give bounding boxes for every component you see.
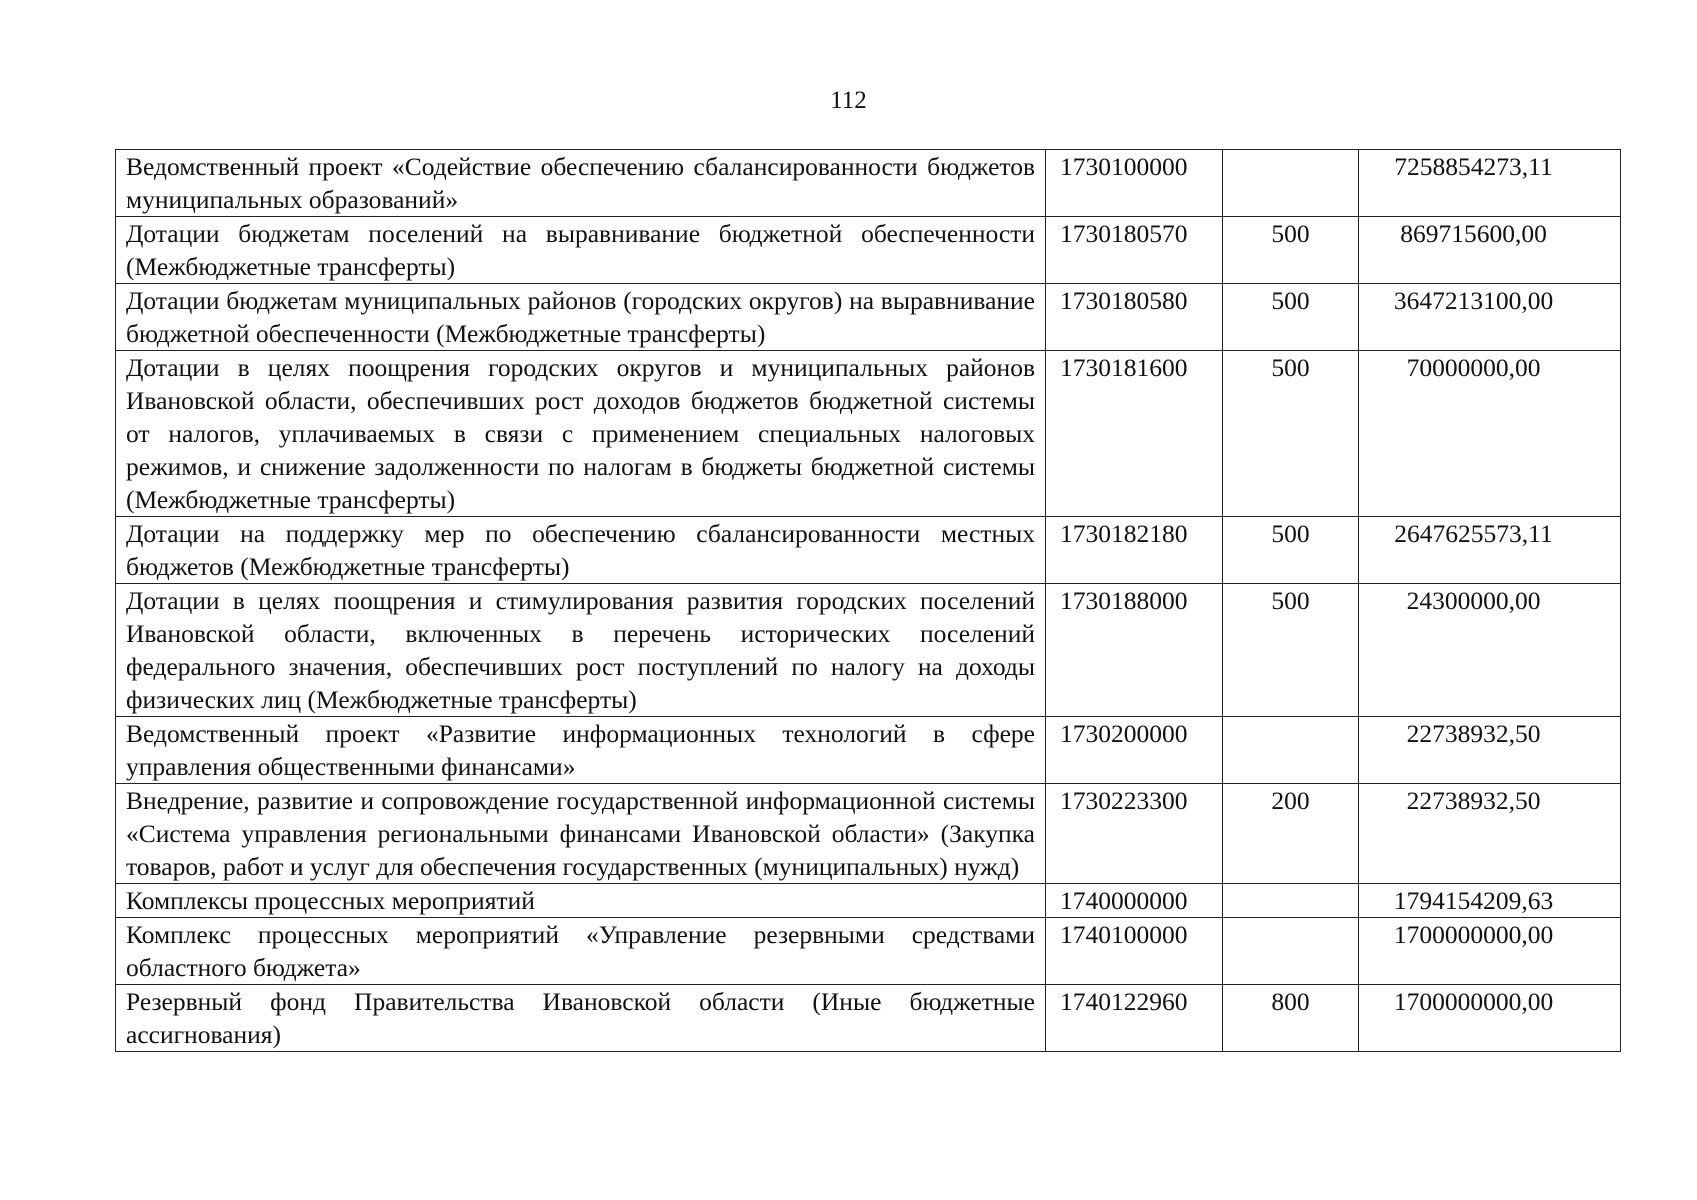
table-row <box>116 217 1621 284</box>
amount: 869715600,00 <box>1359 217 1621 284</box>
expense-type: 800 <box>1223 985 1359 1052</box>
expense-name: Дотации в целях поощрения и стимулирования развития городских поселений Ивановской области, включенных в перечень исторических поселений федерального значения, обеспечивших рост поступлений по налогу на доходы физических лиц (Межбюджетные трансферты) <box>116 584 1046 717</box>
expense-type: 200 <box>1223 784 1359 884</box>
target-code: 1740000000 <box>1046 884 1223 918</box>
target-code: 1730188000 <box>1046 584 1223 717</box>
table-row <box>116 717 1621 784</box>
expense-name: Комплекс процессных мероприятий «Управление резервными средствами областного бюджета» <box>116 918 1046 985</box>
budget-table <box>115 149 1621 1052</box>
expense-name: Ведомственный проект «Развитие информационных технологий в сфере управления общественными финансами» <box>116 717 1046 784</box>
table-row <box>116 284 1621 351</box>
expense-name: Дотации на поддержку мер по обеспечению сбалансированности местных бюджетов (Межбюджетные трансферты) <box>116 517 1046 584</box>
page-number: 112 <box>830 87 867 114</box>
expense-name: Дотации бюджетам муниципальных районов (городских округов) на выравнивание бюджетной обеспеченности (Межбюджетные трансферты) <box>116 284 1046 351</box>
target-code: 1730223300 <box>1046 784 1223 884</box>
expense-name: Резервный фонд Правительства Ивановской области (Иные бюджетные ассигнования) <box>116 985 1046 1052</box>
amount: 1794154209,63 <box>1359 884 1621 918</box>
expense-name: Дотации в целях поощрения городских округов и муниципальных районов Ивановской области, обеспечивших рост доходов бюджетов бюджетной системы от налогов, уплачиваемых в связи с применением специальных налоговых режимов, и снижение задолженности по налогам в бюджеты бюджетной системы (Межбюджетные трансферты) <box>116 351 1046 517</box>
table-row <box>116 784 1621 884</box>
target-code: 1730100000 <box>1046 150 1223 217</box>
target-code: 1730200000 <box>1046 717 1223 784</box>
target-code: 1730182180 <box>1046 517 1223 584</box>
expense-name: Ведомственный проект «Содействие обеспечению сбалансированности бюджетов муниципальных образований» <box>116 150 1046 217</box>
expense-type <box>1223 150 1359 217</box>
expense-type: 500 <box>1223 351 1359 517</box>
target-code: 1730180570 <box>1046 217 1223 284</box>
table-row <box>116 584 1621 717</box>
amount: 1700000000,00 <box>1359 985 1621 1052</box>
amount: 3647213100,00 <box>1359 284 1621 351</box>
target-code: 1740100000 <box>1046 918 1223 985</box>
expense-type <box>1223 884 1359 918</box>
expense-name: Дотации бюджетам поселений на выравнивание бюджетной обеспеченности (Межбюджетные трансферты) <box>116 217 1046 284</box>
table-row <box>116 918 1621 985</box>
amount: 1700000000,00 <box>1359 918 1621 985</box>
target-code: 1730180580 <box>1046 284 1223 351</box>
amount: 2647625573,11 <box>1359 517 1621 584</box>
amount: 7258854273,11 <box>1359 150 1621 217</box>
expense-name: Внедрение, развитие и сопровождение государственной информационной системы «Система управления региональными финансами Ивановской области» (Закупка товаров, работ и услуг для обеспечения государственных (муниципальных) нужд) <box>116 784 1046 884</box>
table-row <box>116 517 1621 584</box>
expense-type: 500 <box>1223 584 1359 717</box>
amount: 22738932,50 <box>1359 784 1621 884</box>
expense-type: 500 <box>1223 517 1359 584</box>
amount: 22738932,50 <box>1359 717 1621 784</box>
table-row <box>116 351 1621 517</box>
amount: 70000000,00 <box>1359 351 1621 517</box>
expense-name: Комплексы процессных мероприятий <box>116 884 1046 918</box>
amount: 24300000,00 <box>1359 584 1621 717</box>
table-row <box>116 150 1621 217</box>
expense-type <box>1223 717 1359 784</box>
target-code: 1730181600 <box>1046 351 1223 517</box>
expense-type <box>1223 918 1359 985</box>
expense-type: 500 <box>1223 284 1359 351</box>
expense-type: 500 <box>1223 217 1359 284</box>
target-code: 1740122960 <box>1046 985 1223 1052</box>
table-row <box>116 884 1621 918</box>
table-row <box>116 985 1621 1052</box>
